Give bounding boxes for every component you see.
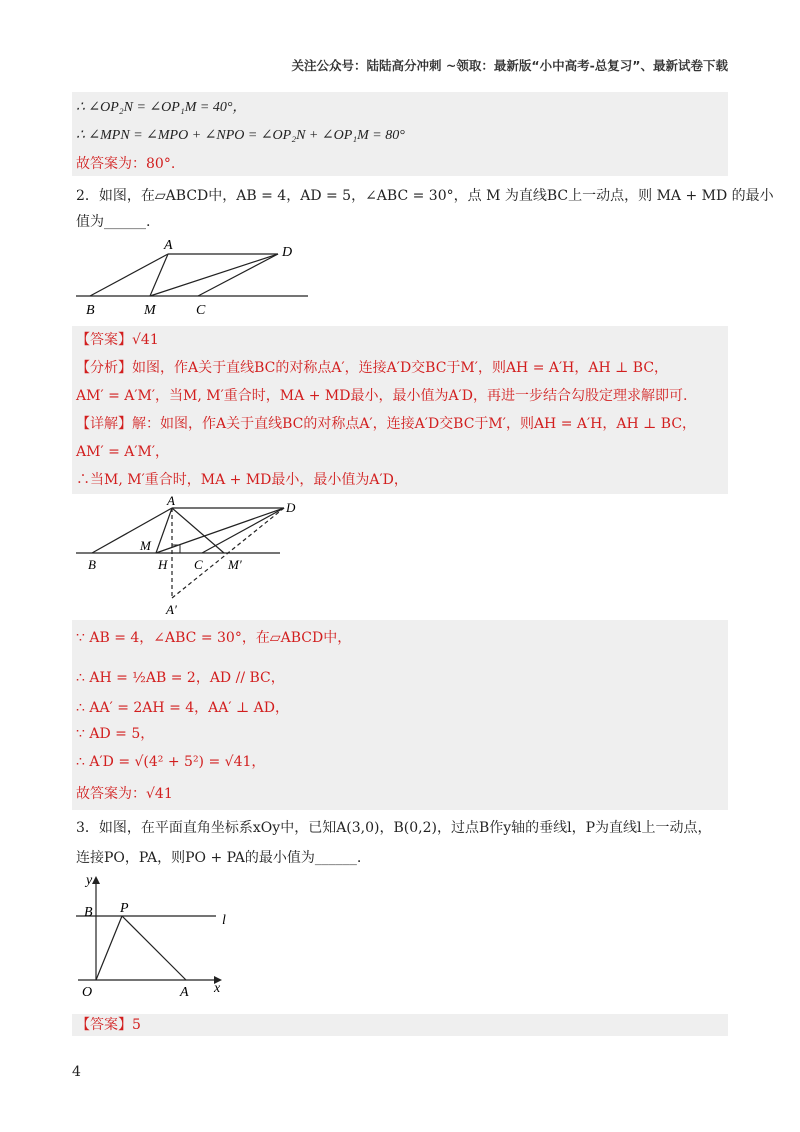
label-C: C bbox=[194, 557, 203, 572]
detail-line: ∴当M, M′重合时，MA + MD最小，最小值为A′D， bbox=[76, 472, 408, 488]
label-A: A bbox=[180, 985, 189, 1000]
solution-block-q2 bbox=[72, 326, 728, 494]
step-line: ∴ AA′ = 2AH = 4，AA′ ⊥ AD， bbox=[76, 700, 289, 716]
label-A: A bbox=[164, 238, 173, 253]
question-2-stem: 值为______. bbox=[76, 214, 151, 230]
analysis-line: 【分析】如图，作A关于直线BC的对称点A′，连接A′D交BC于M′，则AH = A′H，AH ⊥ BC， bbox=[76, 360, 669, 376]
parallelogram-figure bbox=[72, 236, 312, 322]
solution-line: ∴ ∠MPN = ∠MPO + ∠NPO = ∠OP₂N + ∠OP₁M = 80° bbox=[76, 128, 405, 143]
detail-line: 【详解】解：如图，作A关于直线BC的对称点A′，连接A′D交BC于M′，则AH = A′H，AH ⊥ BC， bbox=[76, 416, 697, 432]
page-header: 关注公众号：陆陆高分冲刺 ~领取：最新版“小中高考-总复习”、最新试卷下载 bbox=[291, 58, 728, 73]
label-M-prime: M′ bbox=[228, 557, 242, 572]
analysis-line: AM′ = A′M′，当M, M′重合时，MA + MD最小，最小值为A′D，再进一步结合勾股定理求解即可. bbox=[76, 388, 688, 404]
question-3-stem: 连接PO，PA，则PO + PA的最小值为______. bbox=[76, 850, 362, 866]
step-line: ∵ AB = 4，∠ABC = 30°，在▱ABCD中， bbox=[76, 630, 352, 646]
answer-line: 【答案】√41 bbox=[76, 332, 159, 348]
label-B: B bbox=[88, 557, 96, 572]
step-line: ∴ A′D = √(4² + 5²) = √41， bbox=[76, 754, 266, 770]
label-l: l bbox=[222, 913, 226, 928]
label-B: B bbox=[84, 905, 93, 920]
answer-line: 【答案】5 bbox=[76, 1017, 141, 1033]
label-C: C bbox=[196, 303, 206, 318]
step-line: ∴ AH = ½AB = 2，AD // BC， bbox=[76, 670, 285, 686]
label-y: y bbox=[86, 873, 93, 888]
final-answer: 故答案为：80°. bbox=[76, 156, 176, 172]
label-A: A bbox=[167, 496, 175, 508]
label-x: x bbox=[214, 981, 221, 996]
label-H: H bbox=[158, 557, 168, 572]
label-M: M bbox=[144, 303, 156, 318]
label-M: M bbox=[140, 538, 151, 553]
solution-block-q3 bbox=[72, 1014, 728, 1036]
coordinate-figure bbox=[76, 872, 246, 1002]
label-D: D bbox=[286, 500, 296, 515]
label-O: O bbox=[82, 985, 93, 1000]
label-D: D bbox=[282, 245, 293, 260]
question-2-stem: 2．如图，在▱ABCD中，AB = 4，AD = 5，∠ABC = 30°，点 M 为直线BC上一动点，则 MA + MD 的最小 bbox=[76, 188, 774, 204]
detail-line: AM′ = A′M′， bbox=[76, 444, 170, 460]
label-P: P bbox=[120, 901, 129, 916]
question-3-stem: 3．如图，在平面直角坐标系xOy中，已知A(3,0)，B(0,2)，过点B作y轴的垂线l，P为直线l上一动点， bbox=[76, 820, 712, 836]
final-answer: 故答案为：√41 bbox=[76, 786, 173, 802]
step-line: ∵ AD = 5， bbox=[76, 726, 155, 742]
page-number: 4 bbox=[72, 1064, 81, 1080]
label-B: B bbox=[86, 303, 95, 318]
solution-line: ∴ ∠OP₂N = ∠OP₁M = 40°， bbox=[76, 100, 247, 115]
label-A-prime: A′ bbox=[166, 602, 177, 617]
reflection-figure bbox=[72, 496, 300, 618]
